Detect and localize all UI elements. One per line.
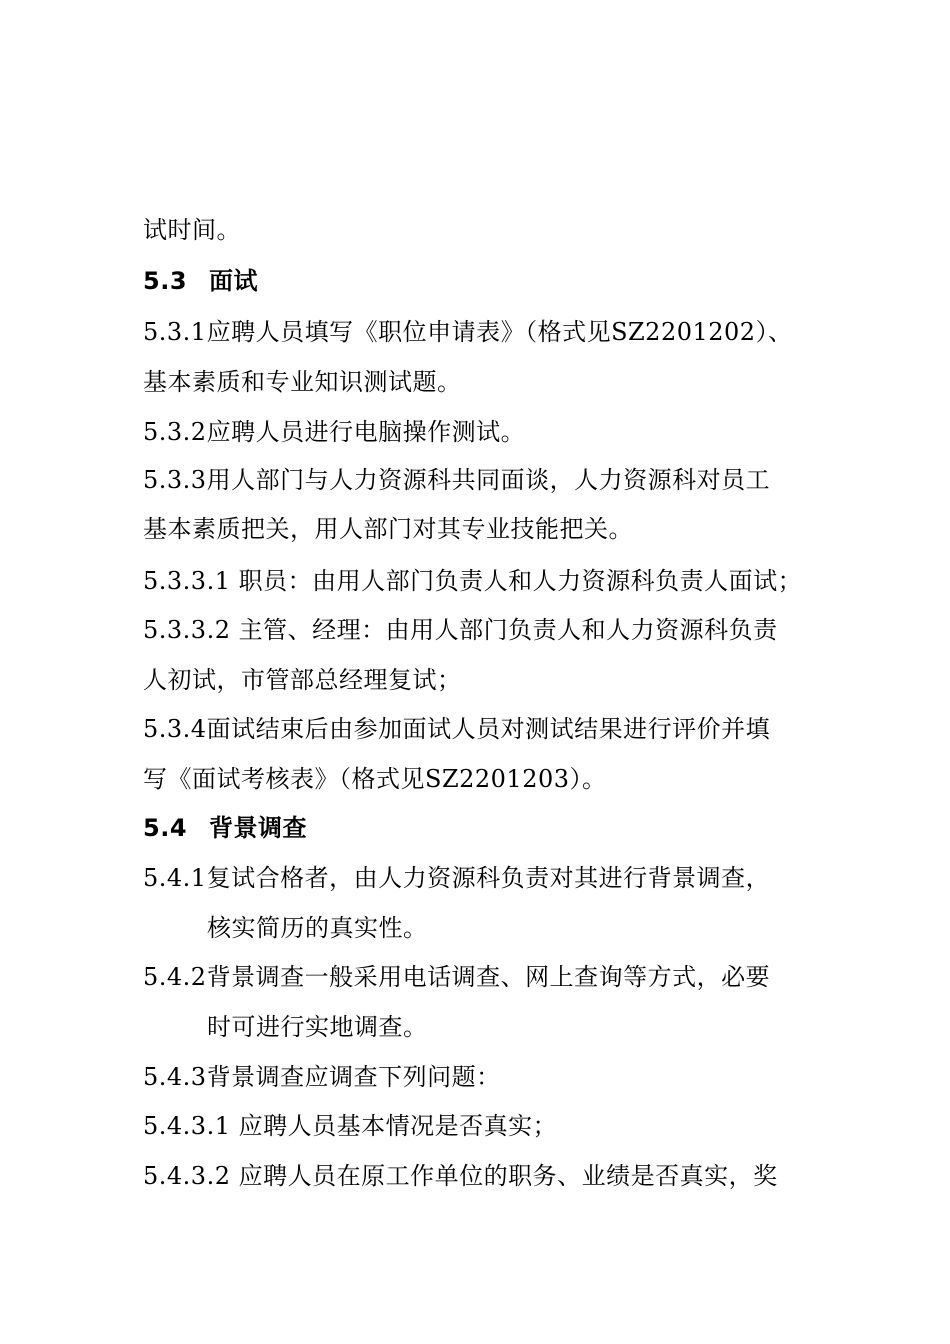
text-line: 时可进行实地调查。: [207, 1013, 428, 1041]
text-line: 5.3.4面试结束后由参加面试人员对测试结果进行评价并填: [143, 715, 771, 743]
text-line: 基本素质把关，用人部门对其专业技能把关。: [143, 515, 633, 543]
text-line: 核实简历的真实性。: [207, 914, 428, 942]
section-heading-5-3: [143, 265, 833, 297]
section-number: 5.3: [143, 267, 188, 295]
text-line: 5.3.2应聘人员进行电脑操作测试。: [143, 418, 526, 446]
text-line: 5.4.3.2 应聘人员在原工作单位的职务、业绩是否真实，奖: [143, 1162, 778, 1190]
text-line: 5.3.3.2 主管、经理：由用人部门负责人和人力资源科负责: [143, 616, 778, 644]
text-line: 试时间。: [143, 216, 241, 244]
text-line: 人初试，市管部总经理复试；: [143, 666, 462, 694]
section-heading-5-4: [143, 812, 833, 844]
text-line: 5.3.1应聘人员填写《职位申请表》（格式见SZ2201202）、: [143, 318, 793, 346]
text-line: 5.4.2背景调查一般采用电话调查、网上查询等方式，必要: [143, 963, 771, 991]
text-line: 5.3.3用人部门与人力资源科共同面谈，人力资源科对员工: [143, 466, 771, 494]
text-line: 5.4.1复试合格者，由人力资源科负责对其进行背景调查，: [143, 864, 771, 892]
text-line: 5.3.3.1 职员：由用人部门负责人和人力资源科负责人面试；: [143, 567, 803, 595]
text-line: 写《面试考核表》（格式见SZ2201203）。: [143, 765, 607, 793]
text-line: 基本素质和专业知识测试题。: [143, 368, 462, 396]
section-title: 面试: [209, 267, 258, 295]
section-number: 5.4: [143, 814, 188, 842]
text-line: 5.4.3.1 应聘人员基本情况是否真实；: [143, 1112, 558, 1140]
text-line: 5.4.3背景调查应调查下列问题：: [143, 1063, 501, 1091]
section-title: 背景调查: [209, 814, 307, 842]
